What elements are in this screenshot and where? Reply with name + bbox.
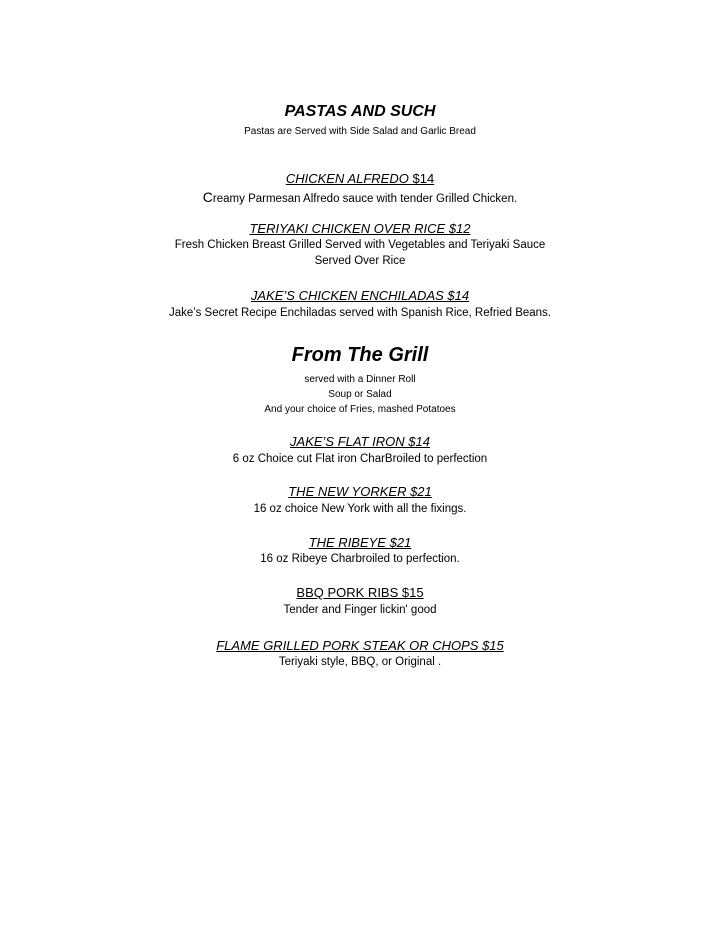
menu-item-new-yorker-title: THE NEW YORKER $21 — [288, 484, 432, 499]
menu-item-new-yorker-desc: 16 oz choice New York with all the fixings. — [253, 503, 467, 515]
menu-item-enchiladas-title: JAKE’S CHICKEN ENCHILADAS $14 — [250, 288, 470, 303]
menu-item-teriyaki-chicken-desc-line1: Fresh Chicken Breast Grilled Served with Vegetables and Teriyaki Sauce — [174, 239, 546, 251]
menu-item-teriyaki-chicken-title: TERIYAKI CHICKEN OVER RICE $12 — [249, 221, 471, 236]
grill-note-3: And your choice of Fries, mashed Potatoes — [264, 404, 456, 415]
pastas-section-note: Pastas are Served with Side Salad and Garlic Bread — [244, 126, 476, 137]
menu-item-pork-steak-desc: Teriyaki style, BBQ, or Original . — [278, 656, 442, 668]
menu-item-flat-iron-title: JAKE’S FLAT IRON $14 — [290, 434, 430, 449]
description-text: reamy Parmesan Alfredo sauce with tender Grilled Chicken. — [212, 193, 518, 205]
grill-note-2: Soup or Salad — [328, 389, 392, 400]
grill-note-1: served with a Dinner Roll — [304, 374, 416, 385]
menu-item-flat-iron-desc: 6 oz Choice cut Flat iron CharBroiled to perfection — [232, 453, 488, 465]
drop-letter: C — [202, 189, 213, 205]
menu-item-enchiladas-desc: Jake’s Secret Recipe Enchiladas served with Spanish Rice, Refried Beans. — [168, 307, 552, 319]
grill-section-title: From The Grill — [291, 344, 429, 366]
menu-item-ribeye-title: THE RIBEYE $21 — [308, 535, 412, 550]
pastas-section-title: PASTAS AND SUCH — [284, 103, 436, 120]
menu-item-price: $14 — [412, 171, 435, 186]
menu-item-name: CHICKEN ALFREDO — [285, 171, 409, 186]
menu-item-ribeye-desc: 16 oz Ribeye Charbroiled to perfection. — [260, 553, 460, 565]
menu-item-teriyaki-chicken-desc-line2: Served Over Rice — [314, 255, 406, 267]
menu-item-bbq-ribs-desc: Tender and Finger lickin' good — [283, 604, 437, 616]
menu-item-chicken-alfredo-desc — [0, 189, 720, 205]
menu-item-bbq-ribs-title: BBQ PORK RIBS $15 — [296, 585, 424, 600]
menu-item-chicken-alfredo-title — [0, 171, 720, 186]
menu-item-pork-steak-title: FLAME GRILLED PORK STEAK OR CHOPS $15 — [216, 638, 504, 653]
